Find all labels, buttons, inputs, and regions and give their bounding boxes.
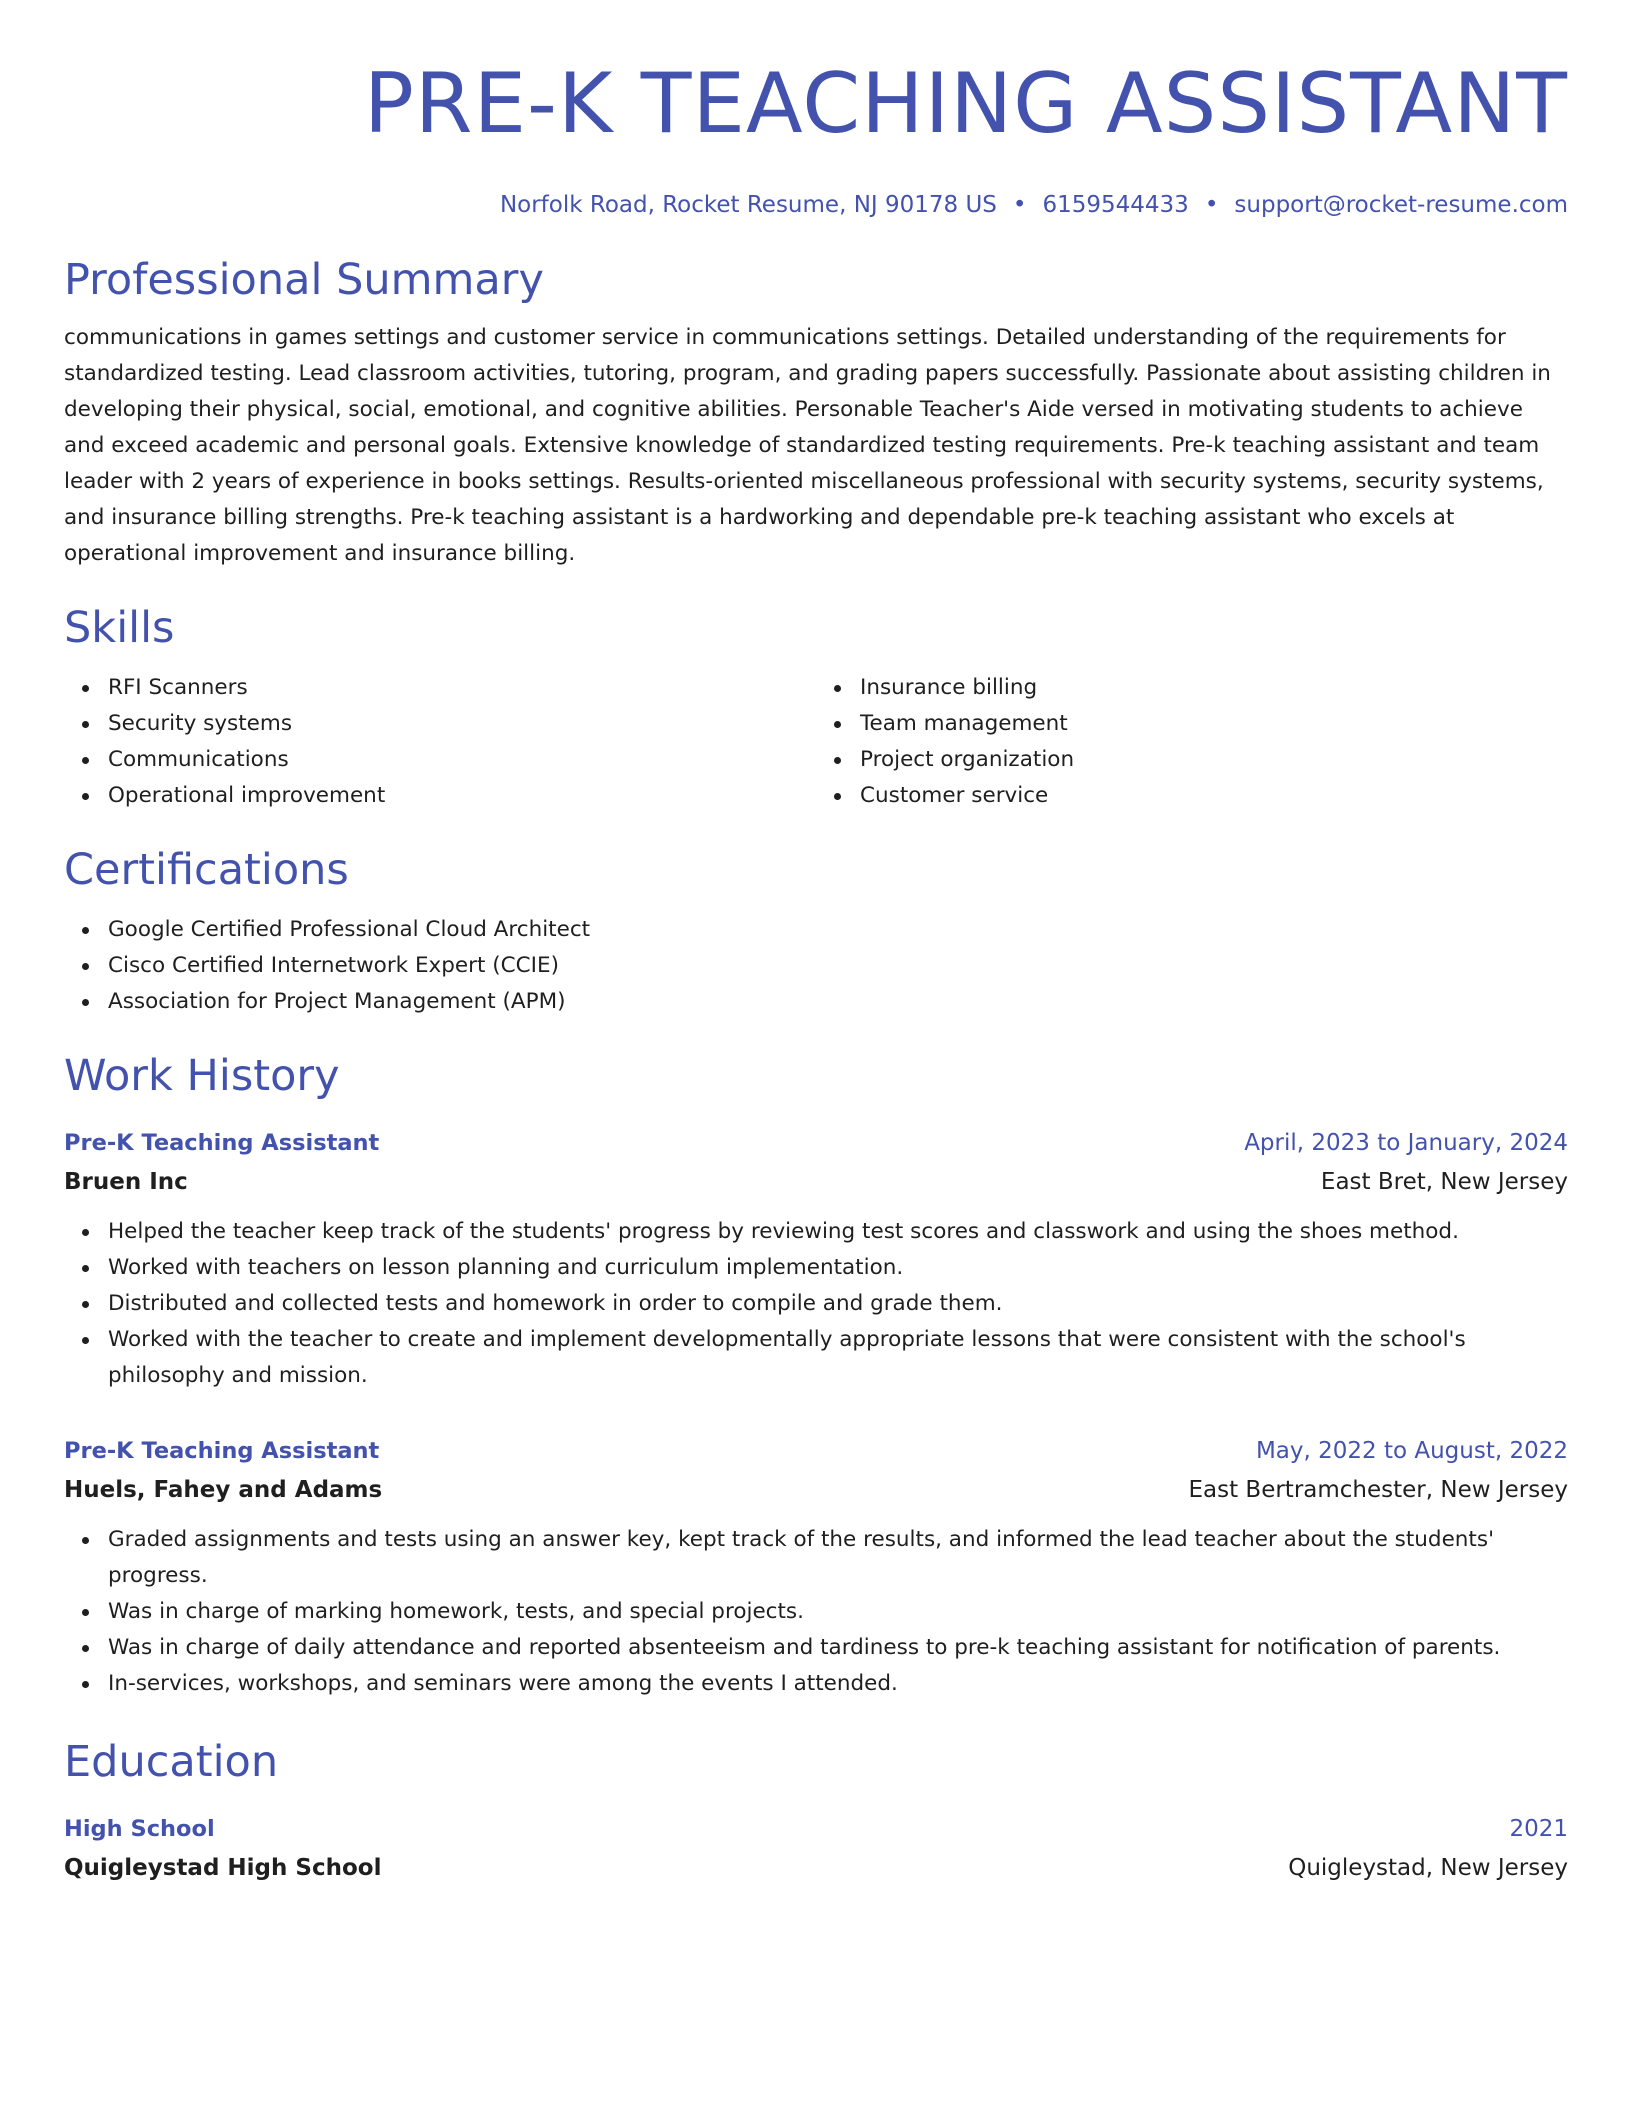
education-location: Quigleystad, New Jersey [1288,1855,1568,1881]
skills-grid [64,670,1568,814]
skill-item: Team management [860,706,1568,742]
job-bullets [64,1522,1568,1702]
job-role: Pre-K Teaching Assistant [64,1130,380,1156]
job-entry [64,1126,1568,1394]
job-company-row [64,1468,1568,1508]
candidate-name: PRE-K TEACHING ASSISTANT [363,55,1568,152]
summary-text: communications in games settings and customer service in communications settings. Detailed understanding of the requirements for standardized testing. Lead classroom activities, tutoring, program, and grading papers successfully. Passionate about assisting children in developing their physical, social, emotional, and cognitive abilities. Personable Teacher's Aide versed in motivating students to achieve and exceed academic and personal goals. Extensive knowledge of standardized testing requirements. Pre-k teaching assistant and team leader with 2 years of experience in books settings. Results-oriented miscellaneous professional with security systems, security systems, and insurance billing strengths. Pre-k teaching assistant is a hardworking and dependable pre-k teaching assistant who excels at operational improvement and insurance billing. [64,325,1551,566]
section-title-education: Education [64,1737,279,1787]
job-bullet: Was in charge of marking homework, tests, and special projects. [108,1594,1568,1630]
section-title-summary: Professional Summary [64,255,544,305]
education-degree-row [64,1812,1568,1846]
skill-item: RFI Scanners [108,670,816,706]
skill-item: Operational improvement [108,778,816,814]
skills-list-left [64,670,816,814]
job-location: East Bertramchester, New Jersey [1188,1477,1568,1503]
job-bullet: Was in charge of daily attendance and reported absenteeism and tardiness to pre-k teaching assistant for notification of parents. [108,1630,1568,1666]
certifications-section [64,844,1568,1020]
section-title-skills: Skills [64,603,175,653]
job-dates: May, 2022 to August, 2022 [1255,1438,1568,1464]
job-bullets [64,1214,1568,1394]
contact-separator: • [1012,192,1027,218]
education-entry [64,1812,1568,1886]
job-bullet: Graded assignments and tests using an answer key, kept track of the results, and informed the lead teacher about the students' progress. [108,1522,1568,1594]
contact-separator: • [1204,192,1219,218]
education-section [64,1736,1568,1886]
contact-phone: 6159544433 [1042,192,1189,218]
certification-item: Association for Project Management (APM) [108,984,1568,1020]
job-bullet: Worked with teachers on lesson planning and curriculum implementation. [108,1250,1568,1286]
job-company: Huels, Fahey and Adams [64,1477,383,1503]
section-title-work-history: Work History [64,1051,340,1101]
job-bullet: Helped the teacher keep track of the students' progress by reviewing test scores and classwork and using the shoes method. [108,1214,1568,1250]
job-bullet: Distributed and collected tests and homework in order to compile and grade them. [108,1286,1568,1322]
certification-item: Cisco Certified Internetwork Expert (CCIE) [108,948,1568,984]
contact-line [64,190,1568,220]
skill-item: Customer service [860,778,1568,814]
job-company: Bruen Inc [64,1169,188,1195]
skills-section [64,602,1568,814]
job-bullet: In-services, workshops, and seminars were among the events I attended. [108,1666,1568,1702]
job-location: East Bret, New Jersey [1320,1169,1568,1195]
education-school-row [64,1846,1568,1886]
professional-summary-section [64,254,1568,572]
contact-address: Norfolk Road, Rocket Resume, NJ 90178 US [499,192,997,218]
job-entry [64,1434,1568,1702]
skill-item: Communications [108,742,816,778]
job-title-row [64,1126,1568,1160]
job-company-row [64,1160,1568,1200]
job-role: Pre-K Teaching Assistant [64,1438,380,1464]
job-dates: April, 2023 to January, 2024 [1244,1130,1568,1156]
work-history-section [64,1050,1568,1702]
education-degree: High School [64,1816,215,1842]
skill-item: Project organization [860,742,1568,778]
skills-list-right [816,670,1568,814]
skill-item: Insurance billing [860,670,1568,706]
education-school: Quigleystad High School [64,1855,382,1881]
certification-item: Google Certified Professional Cloud Architect [108,912,1568,948]
section-title-certifications: Certifications [64,845,349,895]
education-year: 2021 [1509,1816,1568,1842]
job-title-row [64,1434,1568,1468]
certifications-list [64,912,1568,1020]
contact-email: support@rocket-resume.com [1234,192,1568,218]
skill-item: Security systems [108,706,816,742]
job-bullet: Worked with the teacher to create and implement developmentally appropriate lessons that were consistent with the school's philosophy and mission. [108,1322,1568,1394]
